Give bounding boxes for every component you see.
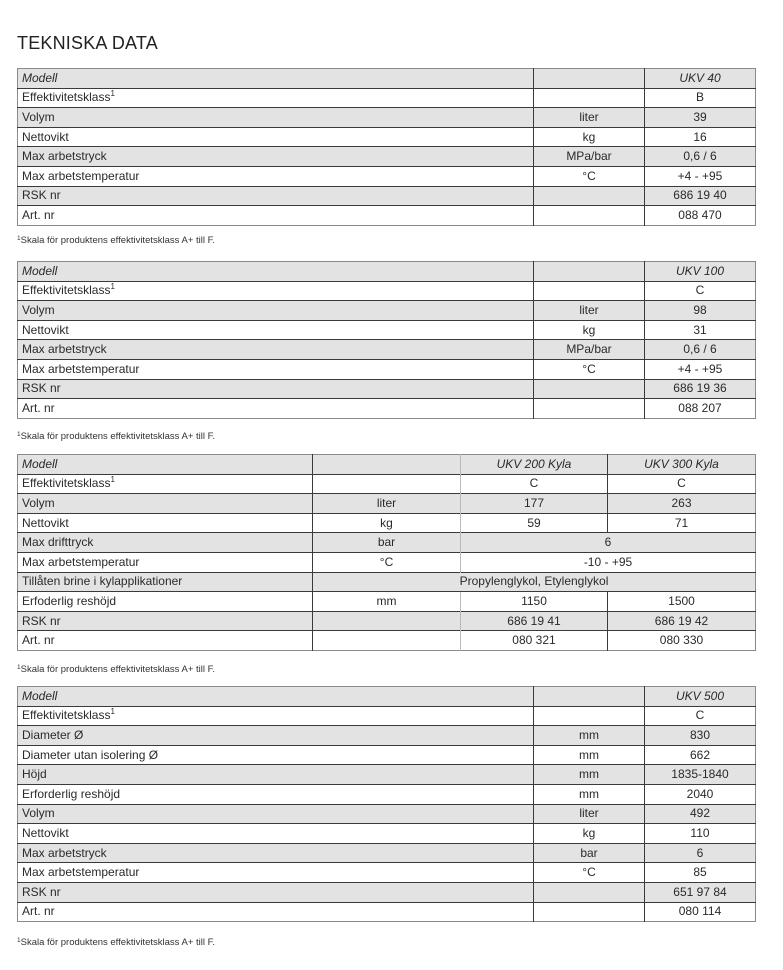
unit-cell (534, 687, 645, 707)
table-row (18, 611, 756, 631)
unit-cell: °C (534, 863, 645, 883)
unit-cell: liter (534, 804, 645, 824)
model-name: UKV 500 (645, 687, 756, 707)
unit-cell: kg (534, 320, 645, 340)
row-label: Volym (18, 301, 534, 321)
page-title: TEKNISKA DATA (17, 33, 158, 53)
model-name: UKV 40 (645, 69, 756, 89)
unit-cell: mm (534, 784, 645, 804)
row-label: Volym (18, 108, 534, 128)
value-cell-merged: Propylenglykol, Etylenglykol (313, 572, 756, 592)
table-row (18, 706, 756, 726)
unit-cell (313, 474, 461, 494)
row-label: Volym (18, 494, 313, 514)
table-row (18, 281, 756, 301)
row-label: Höjd (18, 765, 534, 785)
unit-cell: mm (534, 745, 645, 765)
unit-cell: MPa/bar (534, 340, 645, 360)
row-label: Max arbetstryck (18, 340, 534, 360)
row-label: Art. nr (18, 399, 534, 419)
table-row (18, 206, 756, 226)
table-row (18, 513, 756, 533)
table-row (18, 379, 756, 399)
unit-cell: kg (313, 513, 461, 533)
value-cell: 98 (645, 301, 756, 321)
row-label: Max arbetstryck (18, 843, 534, 863)
unit-cell (534, 186, 645, 206)
unit-cell (313, 455, 461, 475)
unit-cell: kg (534, 127, 645, 147)
value-cell: 71 (608, 513, 756, 533)
row-label: Max drifttryck (18, 533, 313, 553)
value-cell: 686 19 36 (645, 379, 756, 399)
value-cell: 080 321 (461, 631, 608, 651)
model-name: UKV 300 Kyla (608, 455, 756, 475)
value-cell-merged: 6 (461, 533, 756, 553)
footnote-marker: 1 (110, 475, 115, 485)
model-label: Modell (18, 69, 534, 89)
value-cell: C (608, 474, 756, 494)
table-row (18, 552, 756, 572)
unit-cell (534, 902, 645, 922)
row-label: Max arbetstemperatur (18, 166, 534, 186)
footnote: $^1$Skala för produktens effektivitetsklass A+ till F. (17, 431, 216, 442)
table-row (18, 726, 756, 746)
row-label: Art. nr (18, 631, 313, 651)
value-cell: 1150 (461, 592, 608, 612)
table-header-row (18, 69, 756, 89)
table-header-row (18, 262, 756, 282)
value-cell: +4 - +95 (645, 359, 756, 379)
table-row (18, 572, 756, 592)
row-label: RSK nr (18, 379, 534, 399)
unit-cell: liter (534, 301, 645, 321)
table-row (18, 784, 756, 804)
row-label: Max arbetstryck (18, 147, 534, 167)
value-cell: 263 (608, 494, 756, 514)
row-label: Max arbetstemperatur (18, 359, 534, 379)
table-row (18, 399, 756, 419)
row-label: Tillåten brine i kylapplikationer (18, 572, 313, 592)
row-label: Effektivitetsklass$^1$ (18, 88, 534, 108)
footnote-marker: 1 (110, 707, 115, 717)
value-cell: 088 470 (645, 206, 756, 226)
row-label: Effektivitetsklass$^1$ (18, 281, 534, 301)
row-label: Nettovikt (18, 824, 534, 844)
value-cell: 110 (645, 824, 756, 844)
table-row (18, 902, 756, 922)
table-row (18, 127, 756, 147)
table-row (18, 186, 756, 206)
value-cell: 39 (645, 108, 756, 128)
table-row (18, 745, 756, 765)
table-row (18, 765, 756, 785)
row-label: RSK nr (18, 611, 313, 631)
value-cell: 080 330 (608, 631, 756, 651)
unit-cell (313, 631, 461, 651)
value-cell: C (645, 281, 756, 301)
unit-cell: °C (534, 166, 645, 186)
unit-cell: °C (313, 552, 461, 572)
footnote: $^1$Skala för produktens effektivitetsklass A+ till F. (17, 937, 216, 948)
unit-cell: mm (313, 592, 461, 612)
row-label: Nettovikt (18, 513, 313, 533)
unit-cell: liter (313, 494, 461, 514)
unit-cell: kg (534, 824, 645, 844)
value-cell: C (461, 474, 608, 494)
row-label: Erforderlig reshöjd (18, 784, 534, 804)
row-label: Art. nr (18, 206, 534, 226)
value-cell: 686 19 40 (645, 186, 756, 206)
row-label: Diameter Ø (18, 726, 534, 746)
table-row (18, 533, 756, 553)
table-header-row (18, 455, 756, 475)
value-cell: 6 (645, 843, 756, 863)
unit-cell (534, 206, 645, 226)
unit-cell: liter (534, 108, 645, 128)
table-row (18, 843, 756, 863)
table-row (18, 882, 756, 902)
table-row (18, 320, 756, 340)
footnote-marker: 1 (110, 89, 115, 99)
table-row (18, 301, 756, 321)
row-label: RSK nr (18, 186, 534, 206)
value-cell: 31 (645, 320, 756, 340)
footnote-marker: 1 (110, 282, 115, 292)
value-cell: 088 207 (645, 399, 756, 419)
table-row (18, 804, 756, 824)
unit-cell (534, 88, 645, 108)
value-cell: 686 19 42 (608, 611, 756, 631)
unit-cell: mm (534, 765, 645, 785)
model-label: Modell (18, 262, 534, 282)
table-row (18, 166, 756, 186)
value-cell: 85 (645, 863, 756, 883)
table-row (18, 863, 756, 883)
value-cell: +4 - +95 (645, 166, 756, 186)
row-label: Max arbetstemperatur (18, 863, 534, 883)
row-label: Max arbetstemperatur (18, 552, 313, 572)
value-cell: 1835-1840 (645, 765, 756, 785)
model-label: Modell (18, 455, 313, 475)
table-row (18, 108, 756, 128)
value-cell-merged: -10 - +95 (461, 552, 756, 572)
row-label: Effektivitetsklass$^1$ (18, 474, 313, 494)
value-cell: B (645, 88, 756, 108)
value-cell: 662 (645, 745, 756, 765)
unit-cell (313, 611, 461, 631)
model-name: UKV 100 (645, 262, 756, 282)
table-row (18, 474, 756, 494)
row-label: Art. nr (18, 902, 534, 922)
table-row (18, 340, 756, 360)
footnote: $^1$Skala för produktens effektivitetsklass A+ till F. (17, 664, 216, 675)
value-cell: 080 114 (645, 902, 756, 922)
table-row (18, 359, 756, 379)
value-cell: C (645, 706, 756, 726)
unit-cell: mm (534, 726, 645, 746)
row-label: Effektivitetsklass$^1$ (18, 706, 534, 726)
unit-cell: MPa/bar (534, 147, 645, 167)
value-cell: 16 (645, 127, 756, 147)
unit-cell (534, 379, 645, 399)
unit-cell (534, 69, 645, 89)
row-label: Erfoderlig reshöjd (18, 592, 313, 612)
row-label: Diameter utan isolering Ø (18, 745, 534, 765)
unit-cell (534, 262, 645, 282)
table-row (18, 631, 756, 651)
unit-cell (534, 882, 645, 902)
row-label: Nettovikt (18, 127, 534, 147)
value-cell: 59 (461, 513, 608, 533)
value-cell: 1500 (608, 592, 756, 612)
model-name: UKV 200 Kyla (461, 455, 608, 475)
table-row (18, 592, 756, 612)
table-row (18, 147, 756, 167)
spec-table-ukv-kyla (17, 454, 756, 651)
table-row (18, 88, 756, 108)
footnote: $^1$Skala för produktens effektivitetsklass A+ till F. (17, 235, 216, 246)
row-label: Volym (18, 804, 534, 824)
model-label: Modell (18, 687, 534, 707)
table-header-row (18, 687, 756, 707)
value-cell: 492 (645, 804, 756, 824)
unit-cell: bar (313, 533, 461, 553)
row-label: Nettovikt (18, 320, 534, 340)
spec-table-ukv-100 (17, 261, 756, 419)
unit-cell (534, 706, 645, 726)
unit-cell (534, 281, 645, 301)
unit-cell: bar (534, 843, 645, 863)
row-label: RSK nr (18, 882, 534, 902)
unit-cell: °C (534, 359, 645, 379)
table-row (18, 494, 756, 514)
value-cell: 830 (645, 726, 756, 746)
spec-table-ukv-500 (17, 686, 756, 922)
unit-cell (534, 399, 645, 419)
value-cell: 2040 (645, 784, 756, 804)
table-row (18, 824, 756, 844)
value-cell: 177 (461, 494, 608, 514)
value-cell: 686 19 41 (461, 611, 608, 631)
value-cell: 0,6 / 6 (645, 340, 756, 360)
spec-table-ukv-40 (17, 68, 756, 226)
value-cell: 0,6 / 6 (645, 147, 756, 167)
value-cell: 651 97 84 (645, 882, 756, 902)
